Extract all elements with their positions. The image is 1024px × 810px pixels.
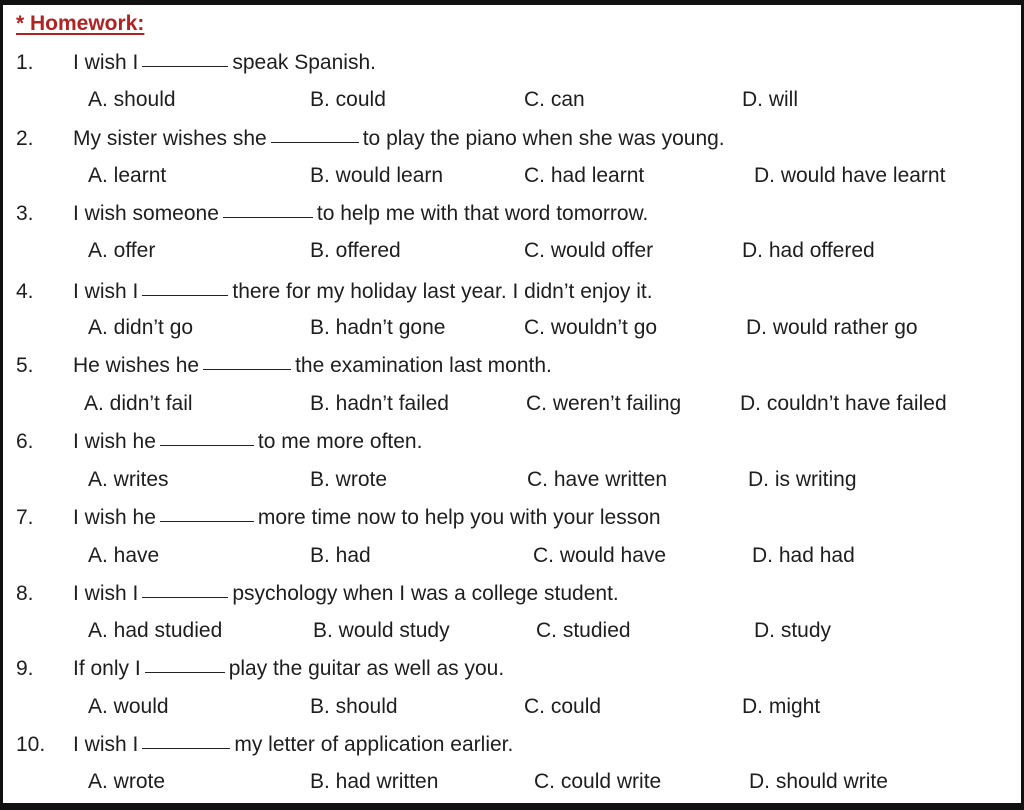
option-c: C. have written bbox=[527, 468, 668, 491]
question-9 bbox=[0, 654, 1024, 684]
question-text: I wish I there for my holiday last year. I didn’t enjoy it. bbox=[73, 280, 653, 303]
option-c: C. wouldn’t go bbox=[524, 316, 658, 339]
answer-blank bbox=[142, 747, 230, 749]
option-a: A. should bbox=[88, 88, 176, 111]
question-3 bbox=[0, 199, 1024, 229]
options-7 bbox=[0, 541, 1024, 571]
question-6 bbox=[0, 427, 1024, 457]
option-b: B. would learn bbox=[310, 164, 444, 187]
question-number: 9. bbox=[16, 657, 34, 680]
option-b: B. had written bbox=[310, 770, 439, 793]
option-d: D. had had bbox=[752, 544, 855, 567]
answer-blank bbox=[160, 444, 254, 446]
question-text: I wish I psychology when I was a college student. bbox=[73, 582, 619, 605]
option-b: B. would study bbox=[313, 619, 450, 642]
option-b: B. hadn’t failed bbox=[310, 392, 449, 415]
question-10 bbox=[0, 730, 1024, 760]
options-4 bbox=[0, 313, 1024, 343]
options-3 bbox=[0, 236, 1024, 266]
option-a: A. learnt bbox=[88, 164, 167, 187]
option-d: D. should write bbox=[749, 770, 888, 793]
option-d: D. had offered bbox=[742, 239, 875, 262]
question-5 bbox=[0, 351, 1024, 381]
option-d: D. study bbox=[754, 619, 832, 642]
question-text: I wish he to me more often. bbox=[73, 430, 423, 453]
question-text: He wishes he the examination last month. bbox=[73, 354, 552, 377]
option-c: C. would have bbox=[533, 544, 667, 567]
option-a: A. had studied bbox=[88, 619, 223, 642]
option-a: A. would bbox=[88, 695, 169, 718]
question-text: My sister wishes she to play the piano when she was young. bbox=[73, 127, 725, 150]
question-number: 3. bbox=[16, 202, 34, 225]
option-d: D. would rather go bbox=[746, 316, 918, 339]
option-c: C. can bbox=[524, 88, 585, 111]
option-a: A. offer bbox=[88, 239, 156, 262]
option-b: B. hadn’t gone bbox=[310, 316, 446, 339]
option-c: C. could bbox=[524, 695, 602, 718]
options-8 bbox=[0, 616, 1024, 646]
option-b: B. could bbox=[310, 88, 386, 111]
question-number: 10. bbox=[16, 733, 46, 756]
answer-blank bbox=[223, 216, 313, 218]
option-a: A. didn’t fail bbox=[84, 392, 193, 415]
options-10 bbox=[0, 767, 1024, 797]
option-a: A. didn’t go bbox=[88, 316, 194, 339]
question-number: 5. bbox=[16, 354, 34, 377]
option-a: A. writes bbox=[88, 468, 169, 491]
option-b: B. should bbox=[310, 695, 398, 718]
options-9 bbox=[0, 692, 1024, 722]
question-number: 6. bbox=[16, 430, 34, 453]
option-c: C. weren’t failing bbox=[526, 392, 682, 415]
option-c: C. would offer bbox=[524, 239, 654, 262]
option-d: D. couldn’t have failed bbox=[740, 392, 947, 415]
option-d: D. will bbox=[742, 88, 798, 111]
option-d: D. might bbox=[742, 695, 821, 718]
question-8 bbox=[0, 579, 1024, 609]
question-4 bbox=[0, 277, 1024, 307]
top-border bbox=[0, 0, 1024, 5]
options-1 bbox=[0, 85, 1024, 115]
answer-blank bbox=[142, 65, 228, 67]
question-7 bbox=[0, 503, 1024, 533]
homework-heading: * Homework: bbox=[16, 12, 145, 35]
option-c: C. studied bbox=[536, 619, 631, 642]
question-number: 8. bbox=[16, 582, 34, 605]
question-text: I wish I my letter of application earlier. bbox=[73, 733, 514, 756]
options-5 bbox=[0, 389, 1024, 419]
question-text: If only I play the guitar as well as you. bbox=[73, 657, 505, 680]
option-d: D. would have learnt bbox=[754, 164, 946, 187]
option-a: A. wrote bbox=[88, 770, 166, 793]
question-number: 1. bbox=[16, 51, 34, 74]
answer-blank bbox=[145, 671, 225, 673]
question-number: 2. bbox=[16, 127, 34, 150]
answer-blank bbox=[142, 596, 228, 598]
answer-blank bbox=[271, 141, 359, 143]
option-c: C. could write bbox=[534, 770, 662, 793]
bottom-border bbox=[0, 803, 1024, 810]
answer-blank bbox=[160, 520, 254, 522]
option-c: C. had learnt bbox=[524, 164, 645, 187]
question-2 bbox=[0, 124, 1024, 154]
question-number: 4. bbox=[16, 280, 34, 303]
option-b: B. wrote bbox=[310, 468, 388, 491]
question-number: 7. bbox=[16, 506, 34, 529]
option-a: A. have bbox=[88, 544, 160, 567]
option-b: B. had bbox=[310, 544, 371, 567]
option-d: D. is writing bbox=[748, 468, 857, 491]
option-b: B. offered bbox=[310, 239, 401, 262]
question-text: I wish he more time now to help you with your lesson bbox=[73, 506, 661, 529]
question-text: I wish someone to help me with that word tomorrow. bbox=[73, 202, 649, 225]
question-1 bbox=[0, 48, 1024, 78]
answer-blank bbox=[203, 368, 291, 370]
question-text: I wish I speak Spanish. bbox=[73, 51, 376, 74]
options-2 bbox=[0, 161, 1024, 191]
options-6 bbox=[0, 465, 1024, 495]
answer-blank bbox=[142, 294, 228, 296]
